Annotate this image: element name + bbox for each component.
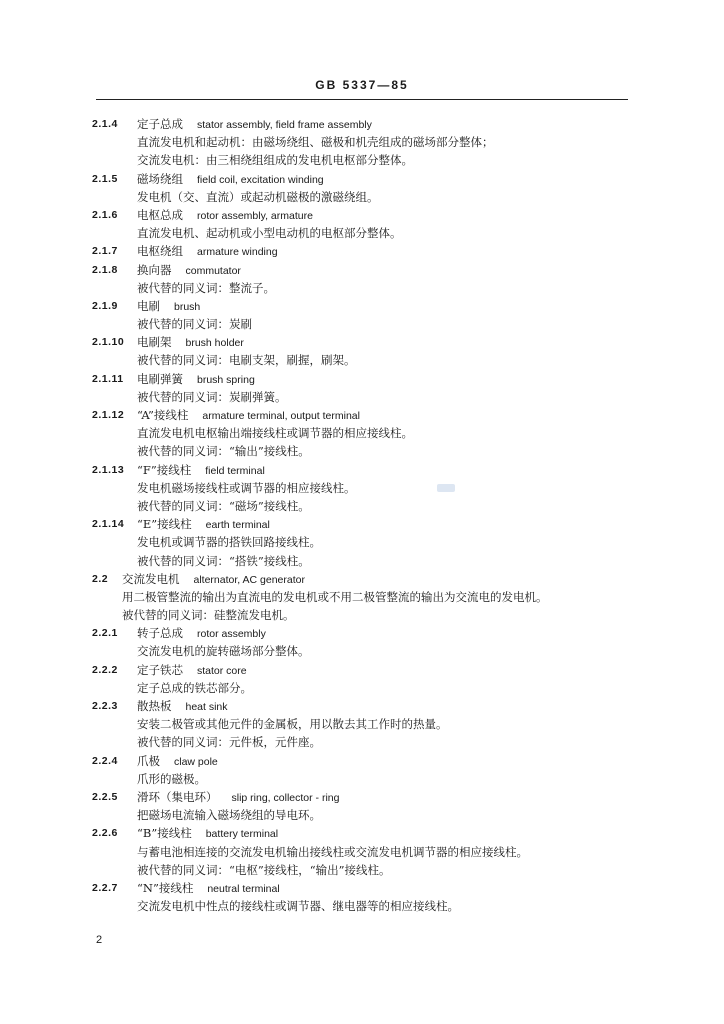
term-heading-line [0,370,724,388]
term-definition-line [0,861,724,879]
term-heading-line [0,788,724,806]
term-entry [0,242,724,260]
term-chinese: 定子铁芯 [137,662,183,677]
term-definition-line [0,588,724,606]
term-chinese: 滑环（集电环） [137,789,218,804]
term-english: field terminal [205,464,265,477]
term-heading-line [0,261,724,279]
term-english: field coil, excitation winding [197,173,324,186]
term-definition-line [0,442,724,460]
term-heading-line [0,461,724,479]
term-definition-line [0,897,724,915]
term-heading [137,115,372,134]
term-entry [0,752,724,788]
term-number: 2.1.14 [92,518,125,531]
term-entry [0,406,724,461]
term-entries [0,115,724,915]
term-heading-line [0,406,724,424]
term-heading [137,697,228,716]
term-definition: 直流发电机和起动机：由磁场绕组、磁极和机壳组成的磁场部分整体； [137,135,494,150]
term-definition: 被代替的同义词：“输出”接线柱。 [137,444,310,459]
term-entry [0,115,724,170]
term-entry [0,261,724,297]
term-entry [0,879,724,915]
term-definition: 被代替的同义词：“电枢”接线柱，“输出”接线柱。 [137,862,391,877]
term-chinese: 散热板 [137,699,172,713]
term-definition: 被代替的同义词：炭刷弹簧。 [137,389,287,404]
term-chinese: 电枢总成 [137,207,183,222]
term-definition: 用二极管整流的输出为直流电的发电机或不用二极管整流的输出为交流电的发电机。 [122,589,548,604]
term-chinese: “E”接线柱 [137,517,192,532]
term-heading [137,242,278,261]
term-definition-line [0,315,724,333]
term-chinese: “B”接线柱 [137,826,192,841]
term-heading-line [0,115,724,133]
term-entry [0,461,724,516]
term-definition: 交流发电机：由三相绕组组成的发电机电枢部分整体。 [137,153,413,168]
header-rule [96,99,628,100]
term-chinese: 交流发电机 [122,571,180,586]
term-definition: 被代替的同义词：硅整流发电机。 [122,608,295,623]
term-english: rotor assembly [197,628,266,641]
term-number: 2.2.3 [92,700,118,712]
term-definition-line [0,497,724,515]
term-heading [137,461,265,480]
term-english: alternator, AC generator [193,573,305,586]
term-definition: 被代替的同义词：“搭铁”接线柱。 [137,553,310,568]
term-definition: 直流发电机电枢输出端接线柱或调节器的相应接线柱。 [137,426,413,441]
term-entry [0,333,724,369]
term-chinese: 电刷 [137,298,160,313]
term-definition: 发电机（交、直流）或起动机磁极的激磁绕组。 [137,189,379,204]
term-english: stator assembly, field frame assembly [197,119,372,131]
term-entry [0,788,724,824]
term-heading-line [0,824,724,842]
term-definition-line [0,133,724,151]
term-definition-line [0,770,724,788]
term-chinese: “N”接线柱 [137,880,194,895]
term-english: rotor assembly, armature [197,209,313,222]
term-english: armature terminal, output terminal [202,410,360,422]
term-heading [137,297,200,316]
term-definition: 交流发电机中性点的接线柱或调节器、继电器等的相应接线柱。 [137,899,459,914]
term-definition-line [0,679,724,697]
term-chinese: 电刷架 [137,335,172,350]
term-definition: 发电机或调节器的搭铁回路接线柱。 [137,535,321,550]
term-definition-line [0,552,724,570]
term-entry [0,697,724,752]
term-heading-line [0,515,724,533]
term-number: 2.1.6 [92,208,118,221]
term-chinese: “F”接线柱 [137,462,192,477]
term-definition-line [0,733,724,751]
term-definition: 定子总成的铁芯部分。 [137,680,252,695]
term-heading [137,661,247,680]
term-definition-line [0,642,724,660]
term-definition-line [0,351,724,369]
term-definition: 爪形的磁极。 [137,771,206,786]
term-definition-line [0,533,724,551]
term-number: 2.1.7 [92,245,118,258]
term-entry [0,206,724,242]
term-number: 2.1.4 [92,118,118,130]
standard-header: GB 5337—85 [315,78,409,92]
term-definition: 被代替的同义词：元件板，元件座。 [137,735,321,750]
term-chinese: 爪极 [137,753,160,768]
term-number: 2.1.11 [92,372,124,385]
term-heading [137,752,218,771]
term-heading-line [0,333,724,351]
term-english: brush spring [197,373,255,386]
term-entry [0,297,724,333]
term-entry [0,515,724,570]
term-number: 2.1.5 [92,172,118,185]
term-heading [137,206,313,225]
term-definition: 把磁场电流输入磁场绕组的导电环。 [137,808,321,823]
term-heading-line [0,206,724,224]
term-number: 2.2.1 [92,627,118,640]
term-english: stator core [197,664,247,677]
term-definition-line [0,606,724,624]
term-definition: 安装二极管或其他元件的金属板，用以散去其工作时的热量。 [137,717,448,732]
term-entry [0,170,724,206]
term-english: neutral terminal [207,882,280,895]
term-definition-line [0,843,724,861]
term-definition: 被代替的同义词：“磁场”接线柱。 [137,498,310,513]
term-heading-line [0,570,724,588]
term-definition: 发电机磁场接线柱或调节器的相应接线柱。 [137,480,356,495]
term-entry [0,570,724,625]
term-definition-line [0,424,724,442]
term-definition-line [0,279,724,297]
term-english: claw pole [174,755,218,768]
term-heading-line [0,752,724,770]
term-definition-line [0,188,724,206]
term-number: 2.1.9 [92,299,118,312]
term-heading [137,170,324,189]
term-heading-line [0,297,724,315]
term-heading [137,515,270,534]
term-number: 2.2.7 [92,881,118,894]
term-definition-line [0,715,724,733]
term-definition: 交流发电机的旋转磁场部分整体。 [137,644,310,659]
term-number: 2.2 [92,572,109,585]
term-english: heat sink [185,701,228,713]
term-definition: 被代替的同义词：整流子。 [137,280,275,295]
term-chinese: 换向器 [137,262,172,277]
term-definition: 与蓄电池相连接的交流发电机输出接线柱或交流发电机调节器的相应接线柱。 [137,844,528,859]
term-entry [0,370,724,406]
term-definition-line [0,479,724,497]
term-entry [0,824,724,879]
term-number: 2.1.13 [92,463,125,476]
term-number: 2.1.8 [92,263,118,276]
term-english: battery terminal [205,828,279,841]
term-chinese: 电枢绕组 [137,244,183,259]
term-heading [122,570,305,589]
term-heading [137,406,360,425]
term-heading [137,370,255,389]
term-chinese: “A”接线柱 [137,408,189,422]
term-heading-line [0,661,724,679]
term-english: earth terminal [205,519,270,532]
term-english: commutator [185,264,241,277]
term-heading [137,788,339,807]
term-entry [0,624,724,660]
term-heading [137,879,280,898]
term-heading [137,333,244,352]
term-definition: 被代替的同义词：电刷支架，刷握，刷架。 [137,353,356,368]
term-chinese: 定子总成 [137,117,183,131]
term-number: 2.2.6 [92,827,118,840]
term-heading [137,261,241,280]
term-english: brush [174,300,201,313]
term-english: armature winding [197,246,278,259]
term-chinese: 电刷弹簧 [137,371,183,386]
term-number: 2.1.10 [92,336,125,349]
term-chinese: 磁场绕组 [137,171,183,186]
term-definition-line [0,806,724,824]
term-number: 2.2.2 [92,663,118,676]
term-number: 2.1.12 [92,409,125,421]
term-english: brush holder [185,337,244,350]
term-heading-line [0,879,724,897]
term-number: 2.2.4 [92,754,118,767]
term-number: 2.2.5 [92,790,118,803]
term-definition: 被代替的同义词：炭刷 [137,317,252,332]
term-heading [137,824,278,843]
term-heading [137,624,266,643]
term-heading-line [0,170,724,188]
term-heading-line [0,697,724,715]
term-heading-line [0,624,724,642]
term-chinese: 转子总成 [137,626,183,641]
term-definition-line [0,151,724,169]
page-number: 2 [96,934,103,946]
term-english: slip ring, collector - ring [231,791,340,804]
term-definition-line [0,224,724,242]
term-definition: 直流发电机、起动机或小型电动机的电枢部分整体。 [137,226,402,241]
term-definition-line [0,388,724,406]
term-entry [0,661,724,697]
term-heading-line [0,242,724,260]
